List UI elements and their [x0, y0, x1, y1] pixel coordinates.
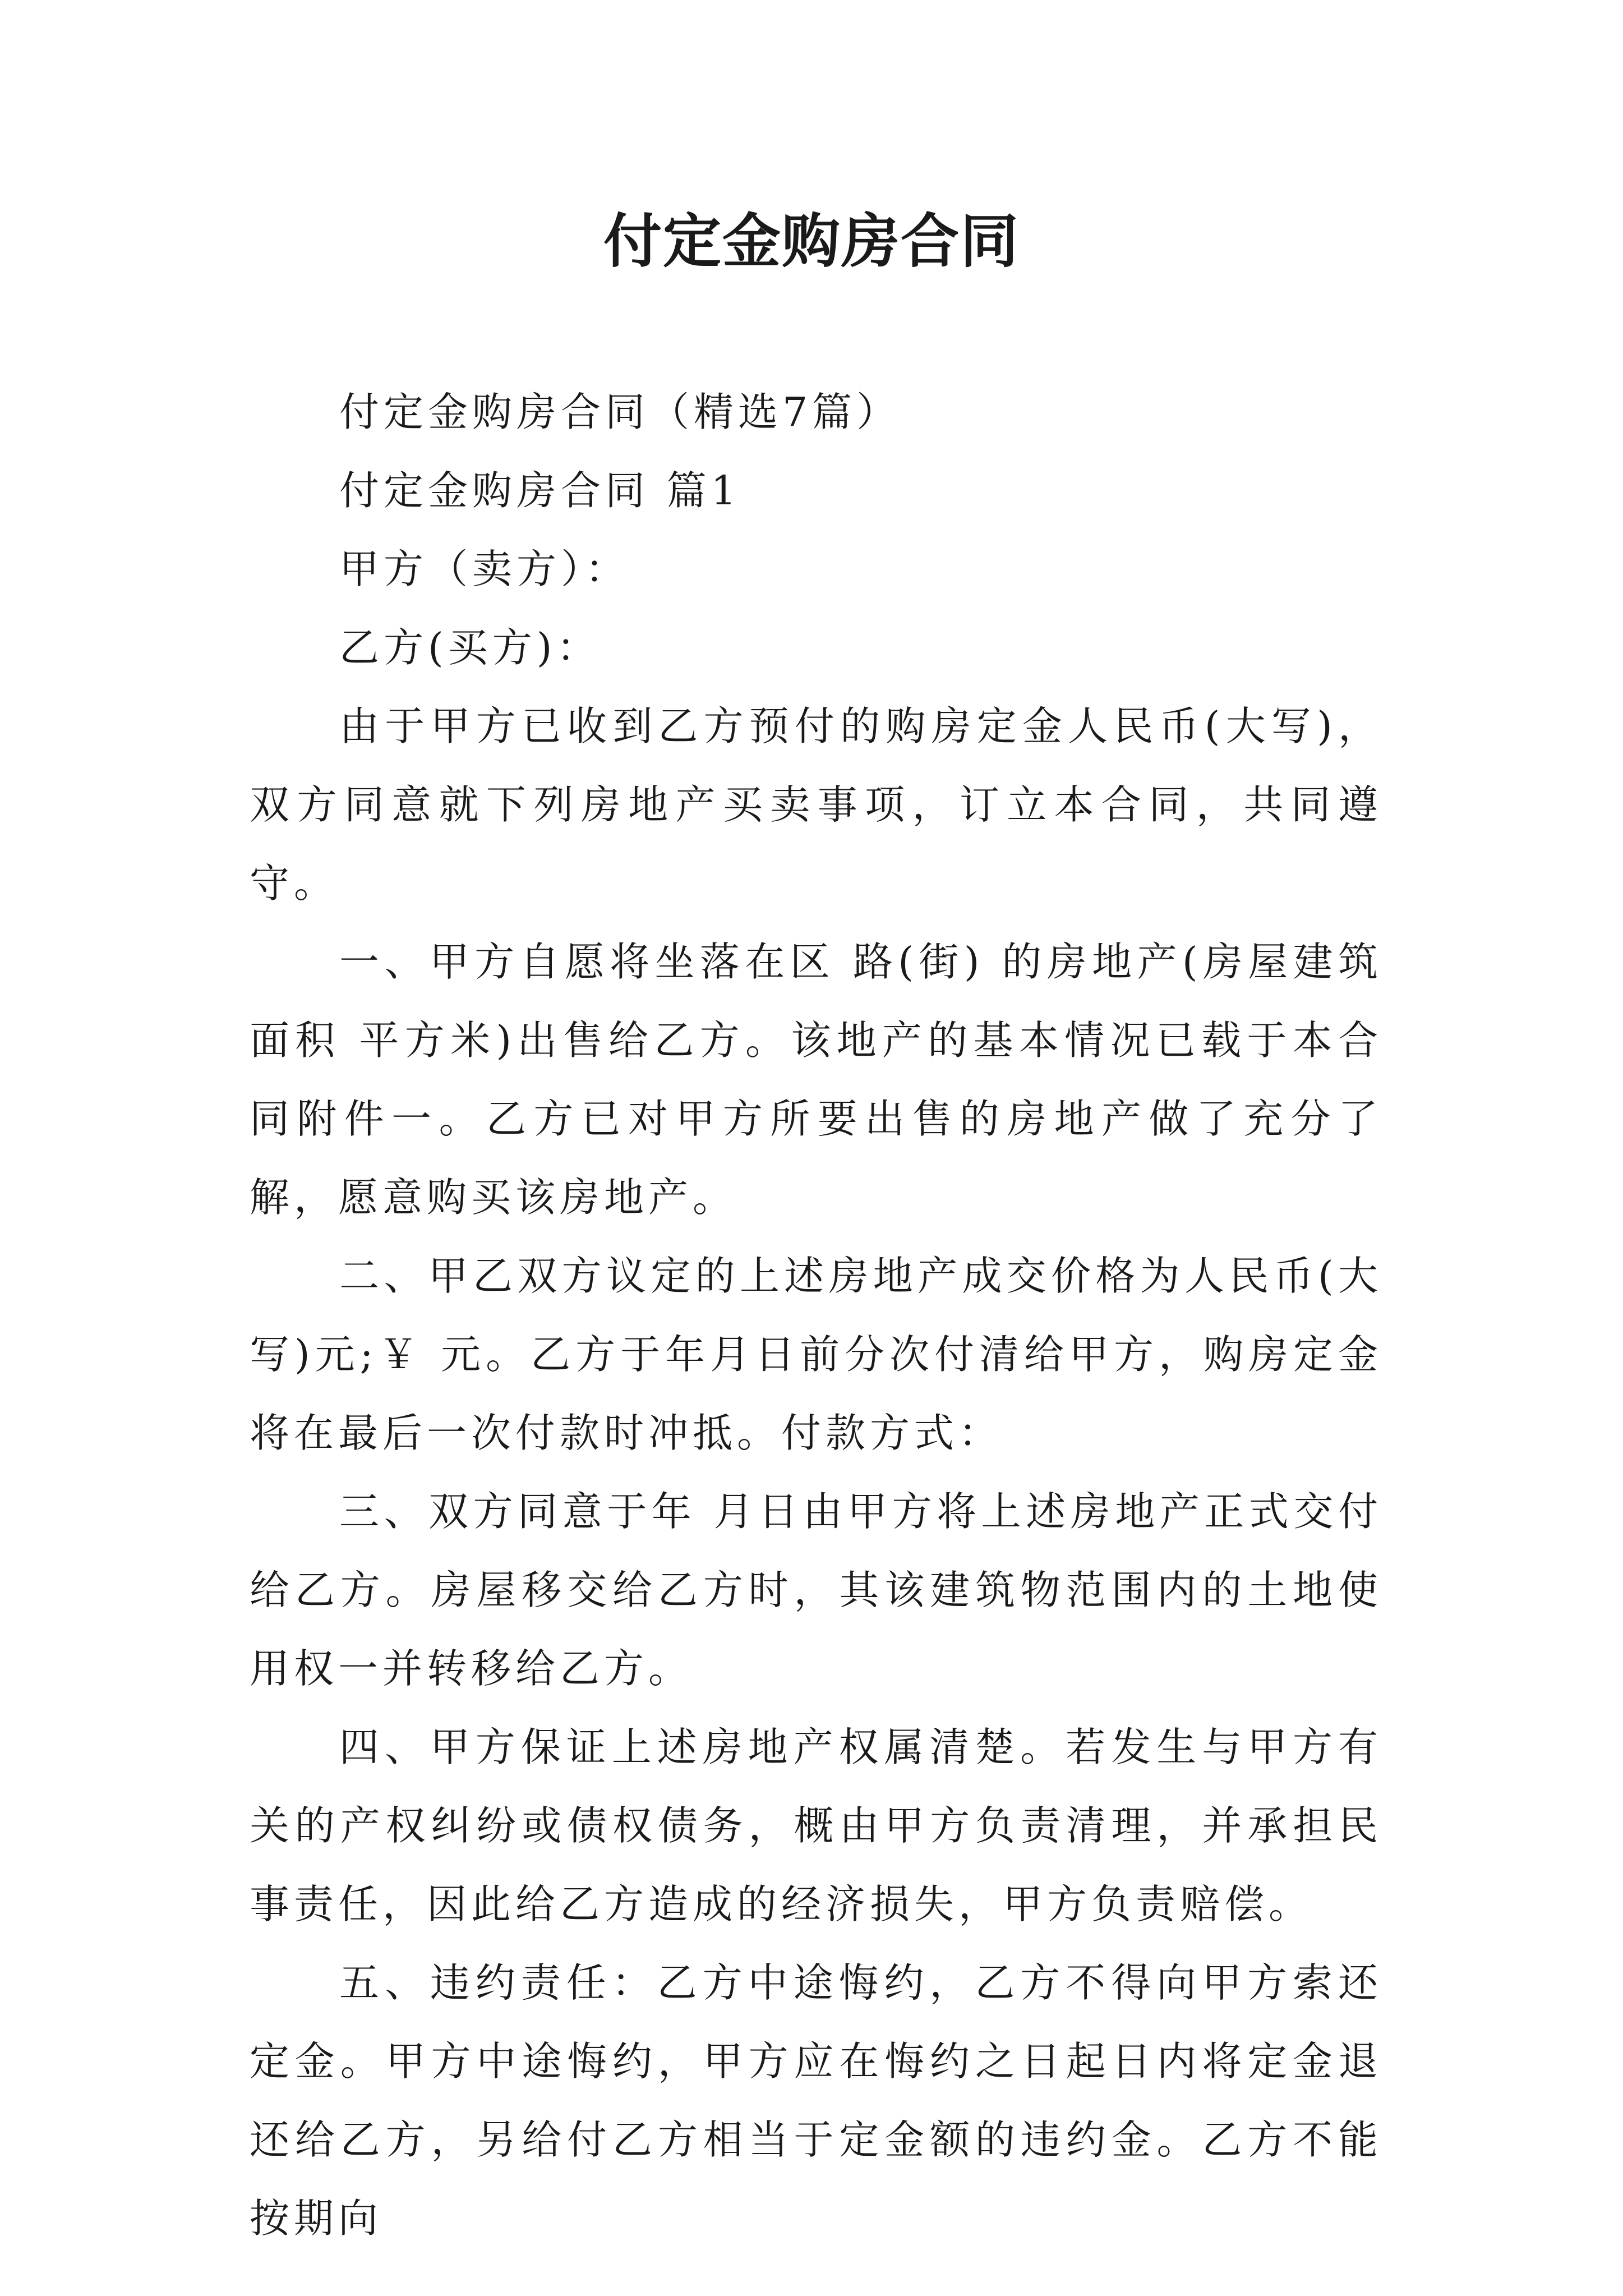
paragraph-party-b: 乙方(买方)：: [339, 624, 601, 671]
paragraph-clause-5: 五、违约责任：乙方中途悔约，乙方不得向甲方索还定金。甲方中途悔约，甲方应在悔约之日起日内将定金退还给乙方，另给付乙方相当于定金额的违约金。乙方不能按期向: [250, 1959, 1382, 2242]
paragraph-clause-4: 四、甲方保证上述房地产权属清楚。若发生与甲方有关的产权纠纷或债权债务，概由甲方负责清理，并承担民事责任，因此给乙方造成的经济损失，甲方负责赔偿。: [250, 1724, 1382, 1927]
document-body: [250, 373, 1382, 2258]
paragraph-clause-1: 一、甲方自愿将坐落在区 路(街) 的房地产(房屋建筑面积 平方米)出售给乙方。该地产的基本情况已载于本合同附件一。乙方已对甲方所要出售的房地产做了充分了解，愿意购买该房地产。: [250, 938, 1382, 1221]
paragraph-clause-2: 二、甲乙双方议定的上述房地产成交价格为人民币(大写)元;￥ 元。乙方于年月日前分次付清给甲方，购房定金将在最后一次付款时冲抵。付款方式：: [250, 1253, 1382, 1456]
paragraph-party-a: 甲方（卖方）：: [339, 546, 630, 592]
paragraph-subtitle: 付定金购房合同（精选7篇）: [339, 389, 901, 435]
paragraph-chapter-heading: 付定金购房合同 篇1: [339, 467, 741, 514]
paragraph-clause-3: 三、双方同意于年 月日由甲方将上述房地产正式交付给乙方。房屋移交给乙方时，其该建筑物范围内的土地使用权一并转移给乙方。: [250, 1488, 1382, 1692]
document-title: 付定金购房合同: [603, 207, 1020, 275]
paragraph-preamble: 由于甲方已收到乙方预付的购房定金人民币(大写)，双方同意就下列房地产买卖事项，订立本合同，共同遵守。: [250, 703, 1382, 907]
